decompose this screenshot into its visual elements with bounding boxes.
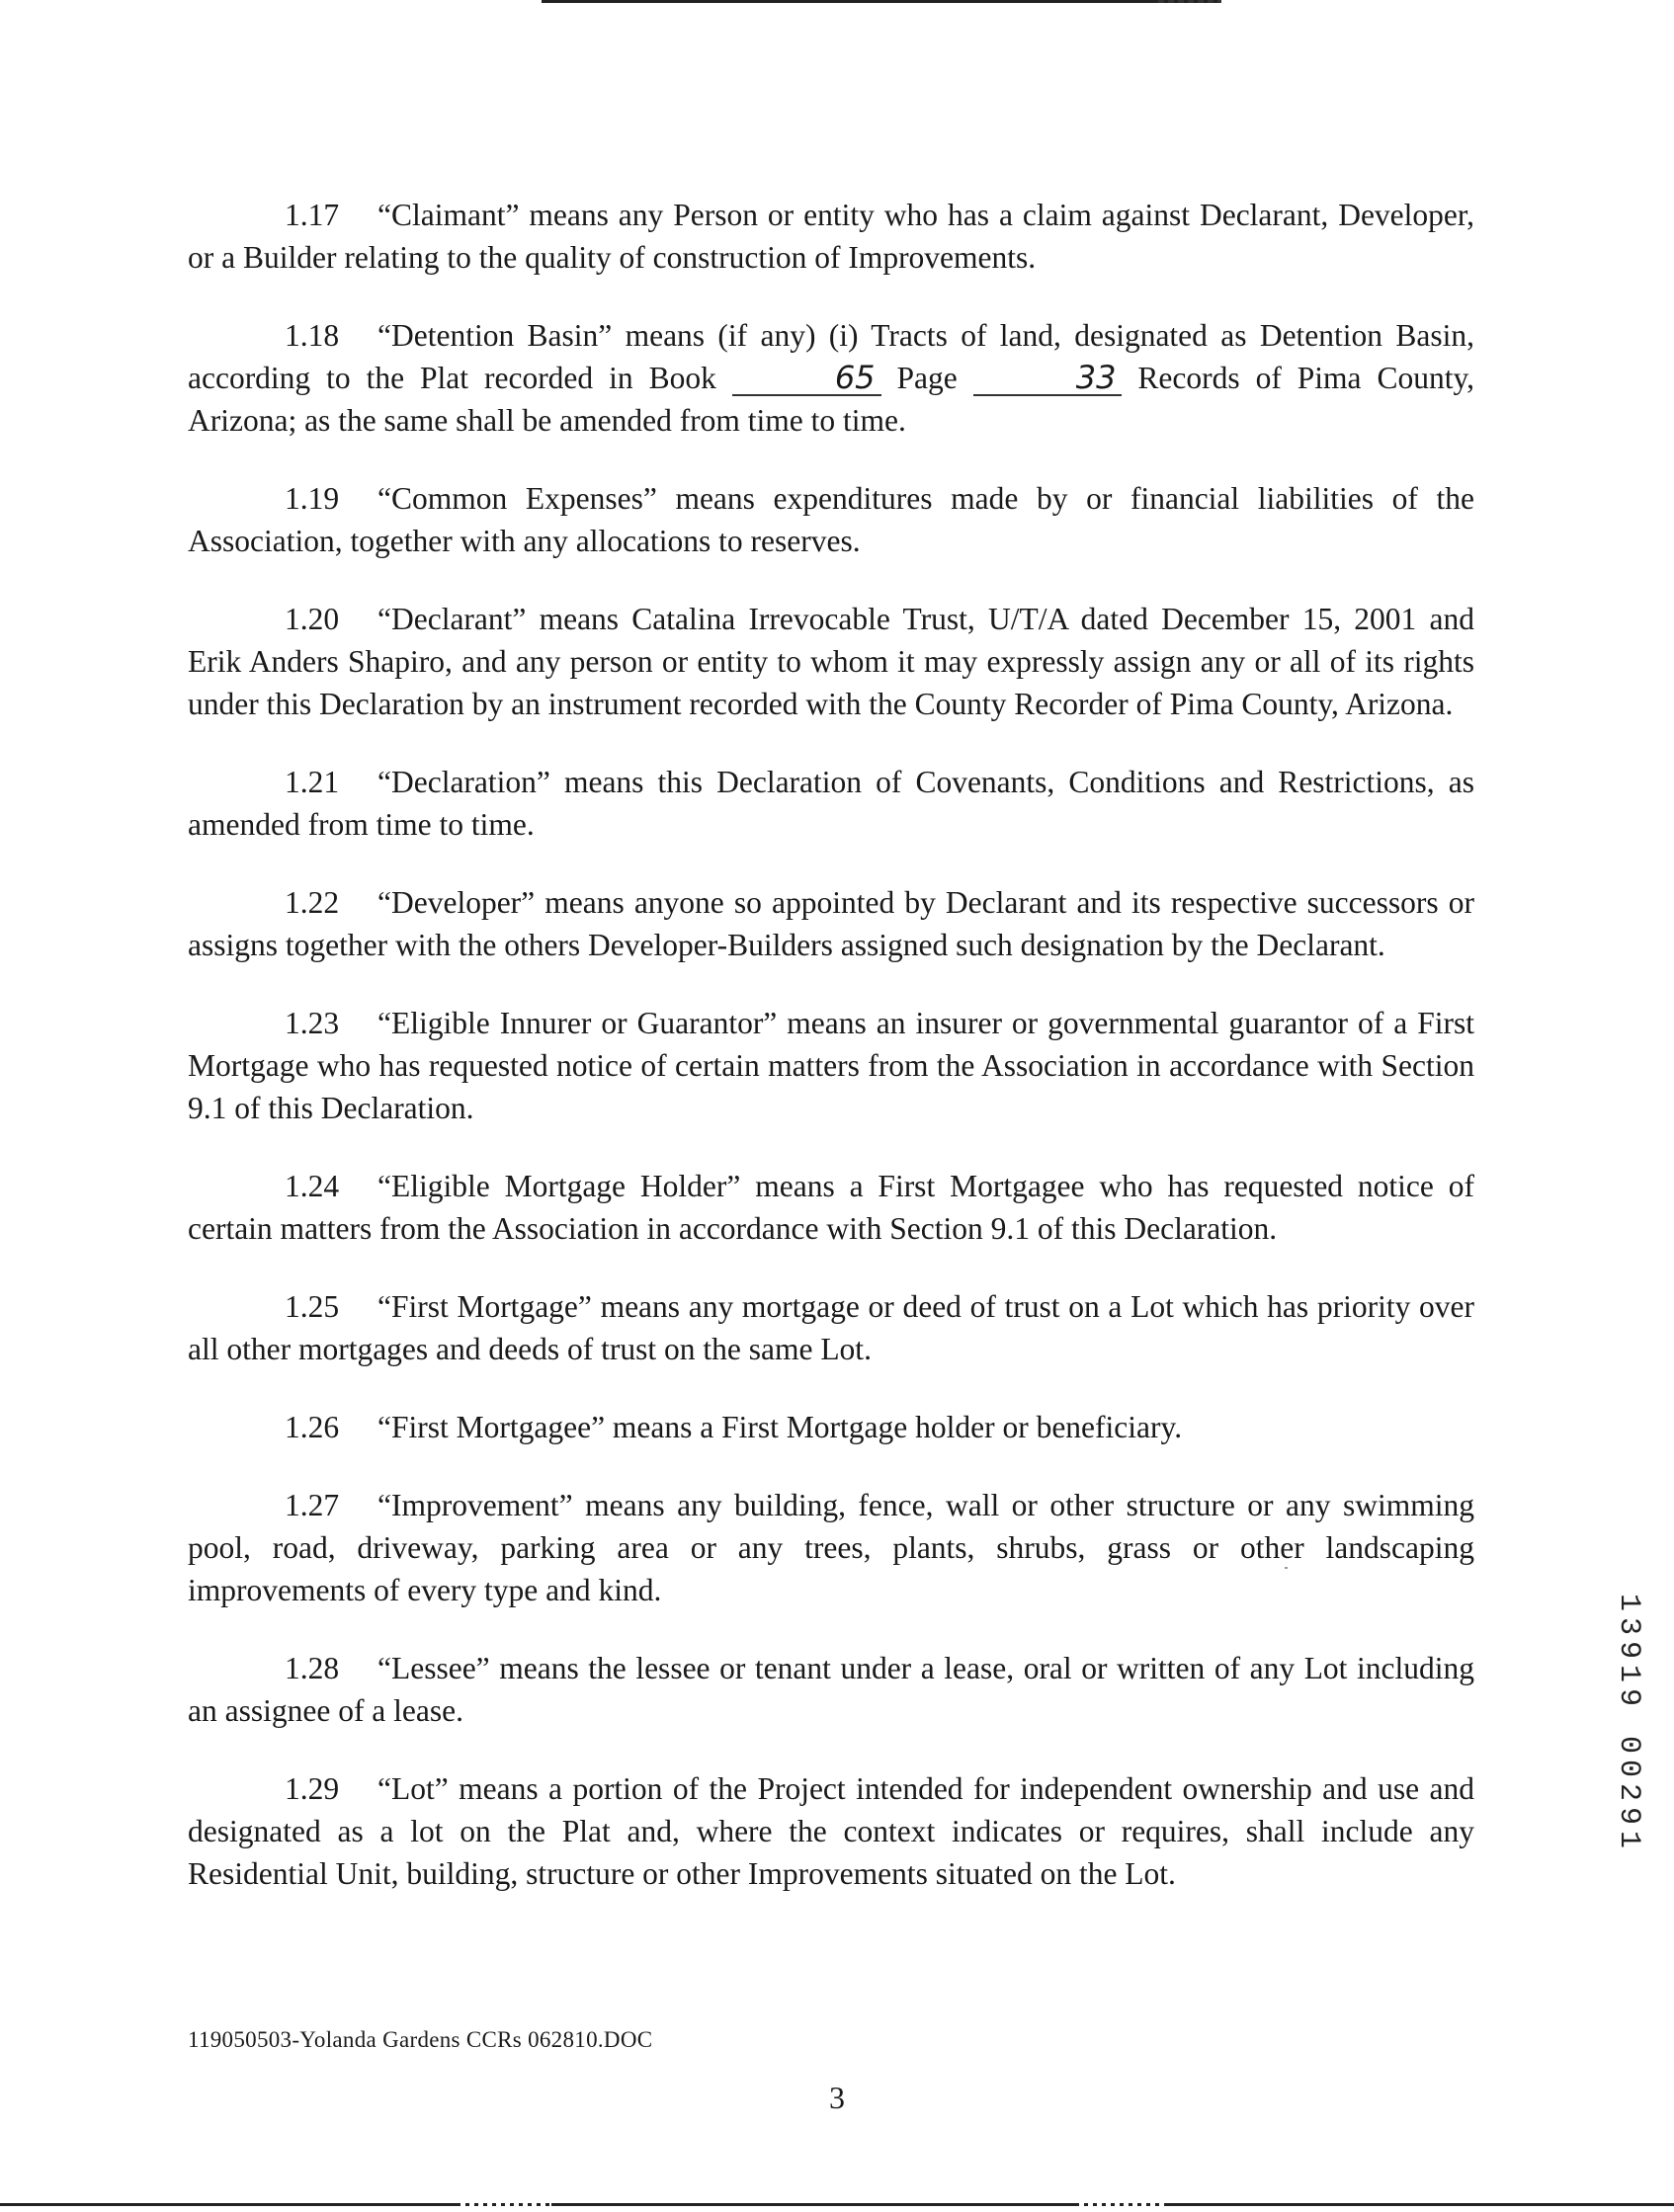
definition-1-23 [188,1002,1474,1129]
definition-1-19 [188,477,1474,562]
page-number: 3 [829,2080,845,2115]
definition-1-25 [188,1285,1474,1370]
definition-text: “Declarant” means Catalina Irrevocable Trust, U/T/A dated December 15, 2001 and Erik Anders Shapiro, and any person or entity to whom it may expressly assign any or all of its rights under this Declaration by an instrument recorded with the County Recorder of Pima County, Arizona. [188,602,1474,721]
section-number: 1.18 [285,318,340,353]
bottom-scan-rule-gap [460,2203,551,2206]
definition-text-continued: Records of Pima County, Arizona; as the same shall be amended from time to time. [188,361,1475,438]
definition-text: “Common Expenses” means expenditures made by or financial liabilities of the Association, together with any allocations to reserves. [188,481,1474,558]
section-number: 1.20 [285,602,340,636]
definition-1-22 [188,881,1474,966]
definition-text: “Eligible Innurer or Guarantor” means an insurer or governmental guarantor of a First Mortgage who has requested notice of certain matters from the Association in accordance with Section 9.1 of this Declaration. [188,1006,1474,1125]
section-number: 1.25 [285,1289,340,1324]
handwritten-page-number: 33 [973,361,1123,396]
recording-stamp-text: 1 3 9 1 9 0 0 2 9 1 [1612,1593,1645,1848]
definition-1-27 [188,1484,1474,1611]
bottom-scan-rule [0,2203,1674,2206]
definition-text: “Detention Basin” means (if any) (i) Tracts of land, designated as Detention Basin, according to the Plat recorded in Book [188,318,1474,395]
definition-text: “First Mortgage” means any mortgage or deed of trust on a Lot which has priority over all other mortgages and deeds of trust on the same Lot. [188,1289,1474,1366]
definition-1-26 [188,1406,1474,1448]
definition-1-21 [188,761,1474,846]
page-label-text: Page [896,361,958,395]
definition-1-29 [188,1767,1474,1895]
definition-text: “First Mortgagee” means a First Mortgage holder or beneficiary. [377,1410,1183,1444]
definition-text: “Developer” means anyone so appointed by Declarant and its respective successors or assigns together with the others Developer-Builders assigned such designation by the Declarant. [188,885,1474,962]
definition-text: “Claimant” means any Person or entity who has a claim against Declarant, Developer, or a Builder relating to the quality of construction of Improvements. [188,198,1474,275]
definition-1-18 [188,314,1474,442]
definition-1-24 [188,1165,1474,1250]
handwritten-book-number: 65 [732,361,881,396]
scan-speck [1285,1567,1288,1569]
definition-1-20 [188,598,1474,725]
section-number: 1.27 [285,1488,340,1522]
definition-text: “Declaration” means this Declaration of Covenants, Conditions and Restrictions, as amended from time to time. [188,765,1474,842]
section-number: 1.21 [285,765,340,799]
definition-text: “Eligible Mortgage Holder” means a First Mortgagee who has requested notice of certain matters from the Association in accordance with Section 9.1 of this Declaration. [188,1169,1474,1246]
section-number: 1.26 [285,1410,340,1444]
section-number: 1.28 [285,1651,340,1685]
section-number: 1.23 [285,1006,340,1040]
section-number: 1.17 [285,198,340,232]
definition-text: “Improvement” means any building, fence, wall or other structure or any swimming pool, road, driveway, parking area or any trees, plants, shrubs, grass or other landscaping improvements of every type and kind. [188,1488,1474,1607]
definition-1-17 [188,194,1474,279]
definitions-section [188,194,1474,1895]
section-number: 1.29 [285,1771,340,1806]
section-number: 1.19 [285,481,340,516]
definition-text: “Lot” means a portion of the Project intended for independent ownership and use and designated as a lot on the Plat and, where the context indicates or requires, shall include any Residential Unit, building, structure or other Improvements situated on the Lot. [188,1771,1474,1891]
section-number: 1.24 [285,1169,340,1203]
definition-text: “Lessee” means the lessee or tenant under a lease, oral or written of any Lot including an assignee of a lease. [188,1651,1474,1728]
footer-filename: 119050503-Yolanda Gardens CCRs 062810.DOC [188,2027,653,2052]
definition-1-28 [188,1647,1474,1732]
bottom-scan-rule-gap [1079,2203,1164,2206]
top-scan-rule [542,0,1219,3]
recording-stamp [1610,1591,1647,1851]
section-number: 1.22 [285,885,340,920]
top-scan-rule-dots [1158,0,1221,3]
